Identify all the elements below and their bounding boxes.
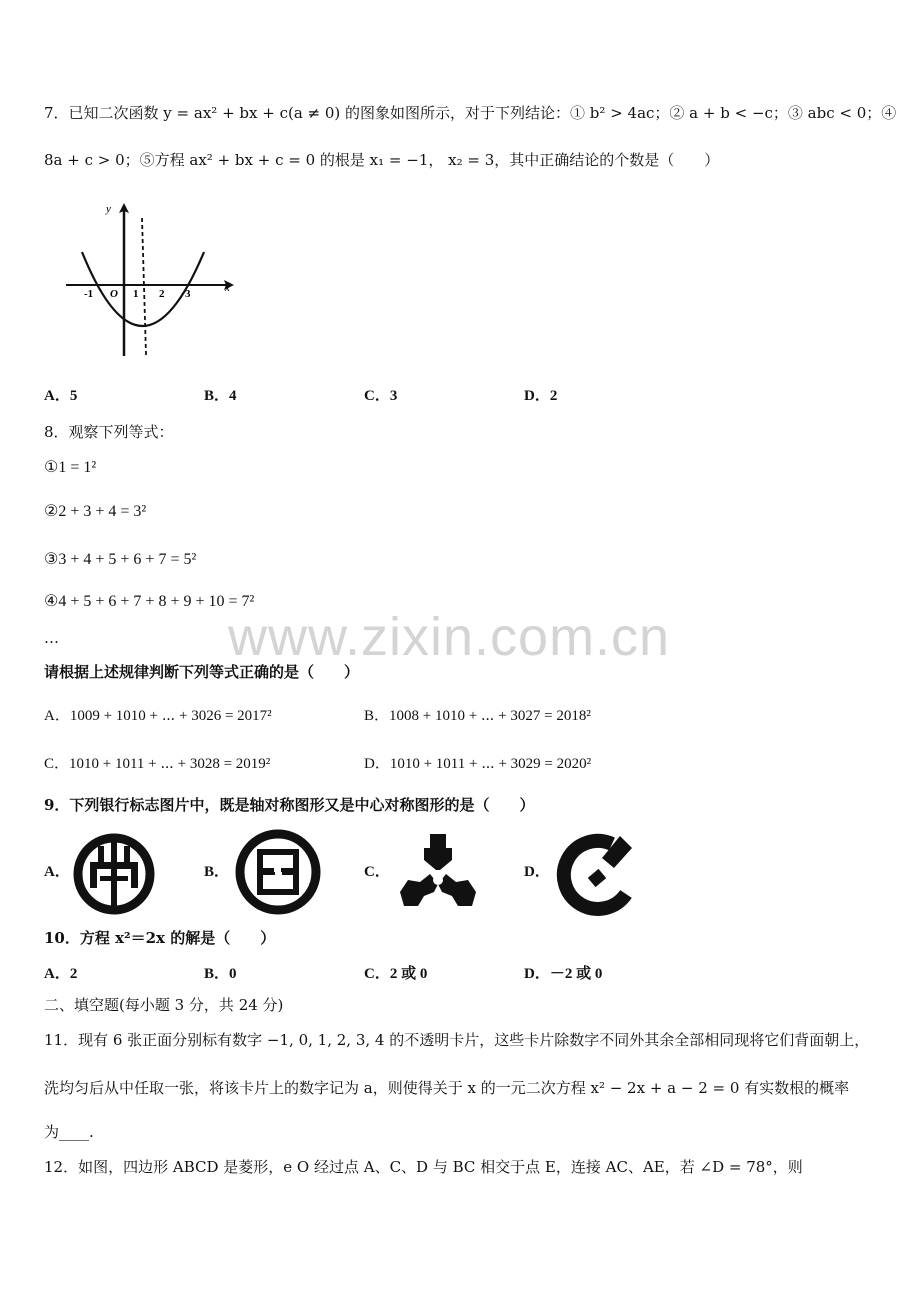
q12-line1: 12．如图，四边形 ABCD 是菱形，e O 经过点 A、C、D 与 BC 相交于点 E，连接 AC、AE，若 ∠D = 78°，则 xyxy=(44,1158,803,1176)
q8-eq2: ②2 + 3 + 4 = 3² xyxy=(44,503,147,520)
q8-ellipsis: … xyxy=(44,629,59,647)
q8-option-a[interactable]: A．1009 + 1010 + ⋯ + 3026 = 2017² xyxy=(44,708,272,724)
q7-option-c[interactable]: C．3 xyxy=(364,388,398,404)
q10-option-d[interactable]: D．－2 或 0 xyxy=(524,966,603,982)
tick-3: 3 xyxy=(185,288,191,300)
q8-eq1: ①1 = 1² xyxy=(44,459,97,476)
agricultural-bank-logo-icon[interactable] xyxy=(68,832,160,916)
symmetry-axis xyxy=(142,218,146,355)
q8-option-d[interactable]: D．1010 + 1011 + ⋯ + 3029 = 2020² xyxy=(364,756,592,772)
q10-option-a[interactable]: A．2 xyxy=(44,966,78,982)
q8-option-c[interactable]: C．1010 + 1011 + ⋯ + 3028 = 2019² xyxy=(44,756,271,772)
construction-bank-logo-icon[interactable] xyxy=(556,828,642,920)
section-2-heading: 二、填空题(每小题 3 分，共 24 分) xyxy=(44,996,284,1014)
q7-option-b[interactable]: B．4 xyxy=(204,388,237,404)
bank-of-communications-logo-icon[interactable] xyxy=(396,830,480,914)
q9-option-b-label[interactable]: B． xyxy=(204,864,230,880)
icbc-logo-icon[interactable] xyxy=(234,828,322,916)
q11-line2: 洗均匀后从中任取一张，将该卡片上的数字记为 a，则使得关于 x 的一元二次方程 x² − 2x + a − 2 = 0 有实数根的概率 xyxy=(44,1079,850,1097)
origin-label: O xyxy=(110,288,118,300)
q9-option-a-label[interactable]: A． xyxy=(44,864,70,880)
parabola-graph xyxy=(62,200,242,360)
q8-eq3: ③3 + 4 + 5 + 6 + 7 = 5² xyxy=(44,551,197,568)
q9-title: 9．下列银行标志图片中，既是轴对称图形又是中心对称图形的是（ ） xyxy=(44,796,535,814)
q7-line1: 7．已知二次函数 y = ax² + bx + c(a ≠ 0) 的图象如图所示，对于下列结论：① b² > 4ac；② a + b < −c；③ abc < 0；④ xyxy=(44,104,897,122)
watermark-text: www.zixin.com.cn xyxy=(228,607,671,667)
q8-option-b[interactable]: B．1008 + 1010 + ⋯ + 3027 = 2018² xyxy=(364,708,591,724)
q10-option-b[interactable]: B．0 xyxy=(204,966,237,982)
y-label: y xyxy=(106,203,111,215)
q10-option-c[interactable]: C．2 或 0 xyxy=(364,966,428,982)
q7-line2: 8a + c > 0；⑤方程 ax² + bx + c = 0 的根是 x₁ = −1， x₂ = 3，其中正确结论的个数是（ ） xyxy=(44,151,720,169)
x-label: x xyxy=(225,282,230,294)
q7-option-d[interactable]: D．2 xyxy=(524,388,558,404)
q9-option-c-label[interactable]: C． xyxy=(364,864,390,880)
tick-1: 1 xyxy=(133,288,139,300)
q8-question: 请根据上述规律判断下列等式正确的是（ ） xyxy=(44,663,360,681)
tick-neg1: -1 xyxy=(84,288,94,300)
q7-option-a[interactable]: A．5 xyxy=(44,388,78,404)
q10-title: 10．方程 x²＝2x 的解是（ ） xyxy=(44,929,276,947)
q8-title: 8．观察下列等式： xyxy=(44,423,174,441)
q8-eq4: ④4 + 5 + 6 + 7 + 8 + 9 + 10 = 7² xyxy=(44,593,255,610)
q11-line3: 为____. xyxy=(44,1123,94,1141)
tick-2: 2 xyxy=(159,288,165,300)
q11-line1: 11．现有 6 张正面分别标有数字 −1, 0, 1, 2, 3, 4 的不透明卡片，这些卡片除数字不同外其余全部相同现将它们背面朝上， xyxy=(44,1031,870,1049)
q9-option-d-label[interactable]: D． xyxy=(524,864,550,880)
